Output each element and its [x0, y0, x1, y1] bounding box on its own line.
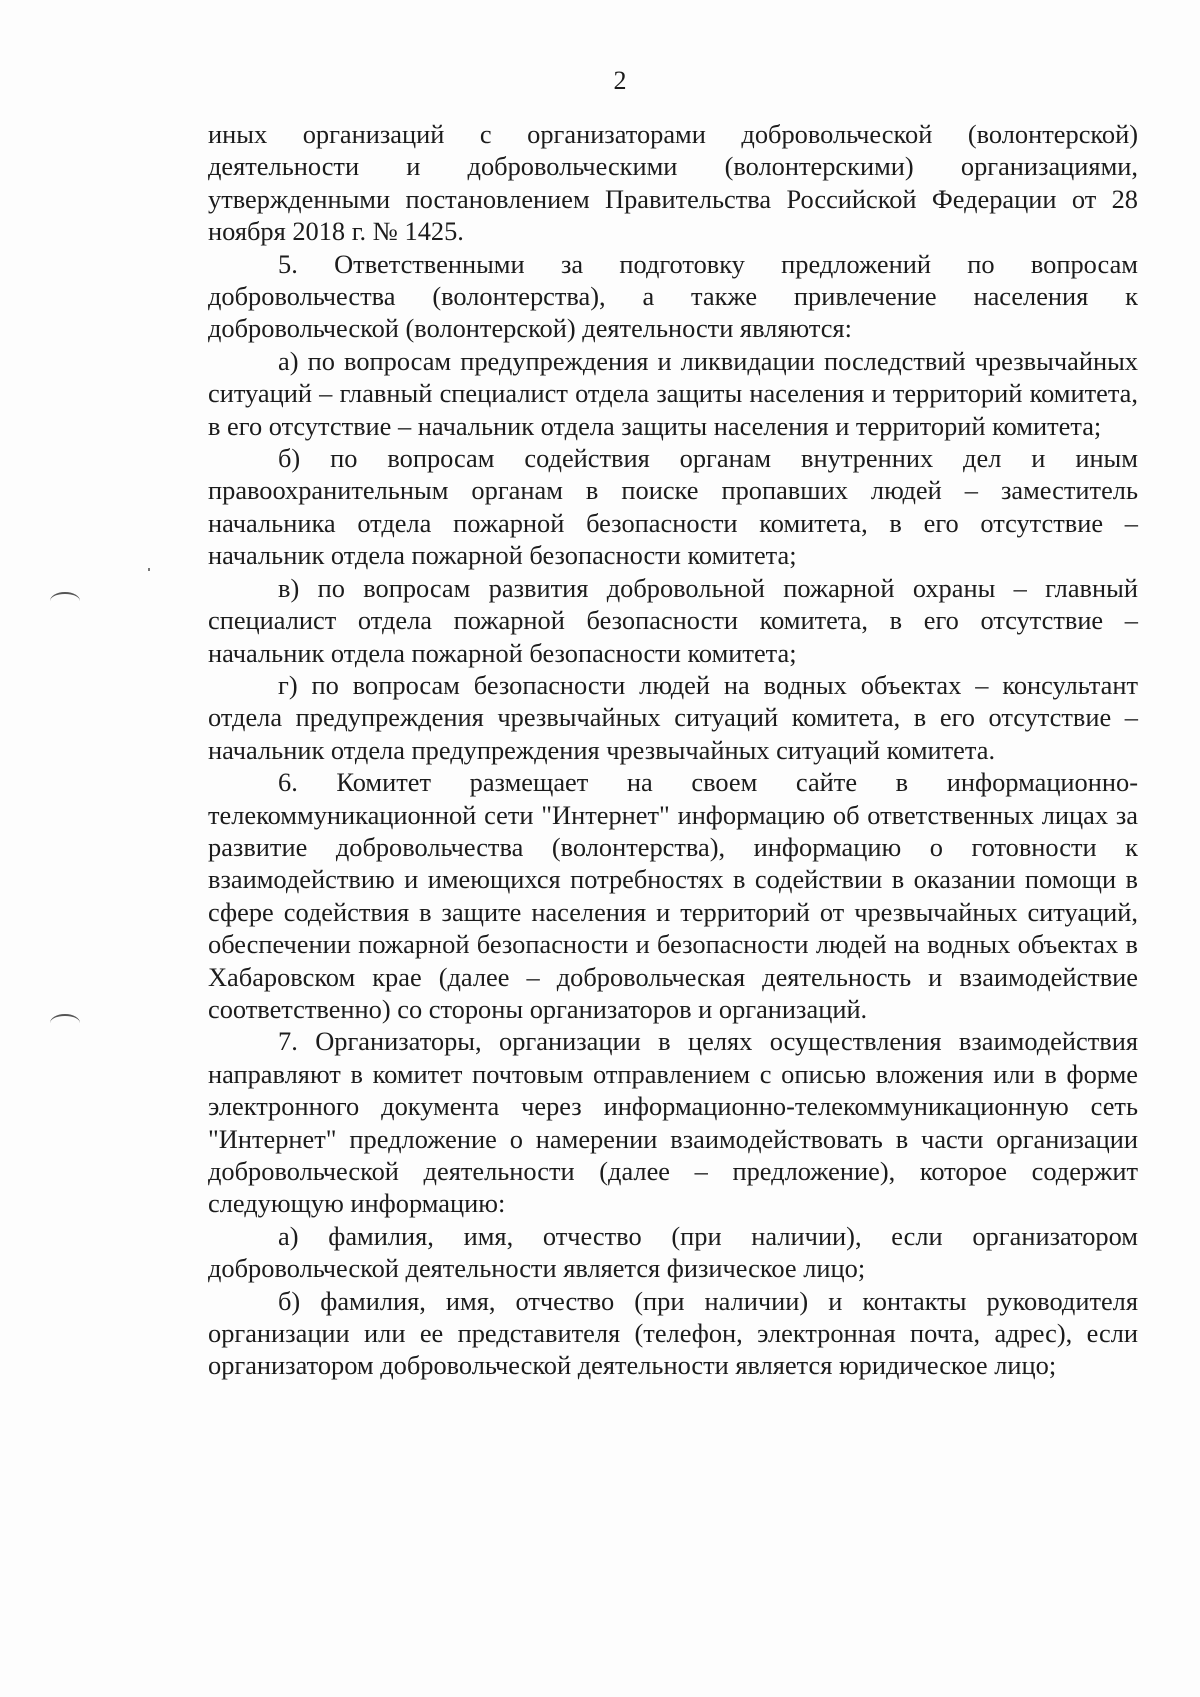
paragraph-item-7: 7. Организаторы, организации в целях осуществления взаимодействия направляют в комитет почтовым отправлением с описью вложения или в форме электронного документа через информационно-телекоммуникационную сеть "Интернет" предложение о намерении взаимодействовать в части организации добровольческой деятельности (далее – предложение), которое содержит следующую информацию: [208, 1026, 1138, 1219]
page-number: 2 [613, 66, 627, 95]
paragraph-item-5b: б) по вопросам содействия органам внутренних дел и иным правоохранительным органам в поиске пропавших людей – заместитель начальника отдела пожарной безопасности комитета, в его отсутствие – начальник отдела пожарной безопасности комитета; [208, 443, 1138, 571]
document-body [208, 118, 1138, 1382]
punch-hole-mark-lower [50, 1014, 80, 1032]
paragraph-item-6: 6. Комитет размещает на своем сайте в информационно-телекоммуникационной сети "Интернет" информацию об ответственных лицах за развитие добровольчества (волонтерства), информацию о готовности к взаимодействию и имеющихся потребностях в содействии в оказании помощи в сфере содействия в защите населения и территорий от чрезвычайных ситуаций, обеспечении пожарной безопасности и безопасности людей на водных объектах в Хабаровском крае (далее – добровольческая деятельность и взаимодействие соответственно) со стороны организаторов и организаций. [208, 767, 1138, 1024]
paragraph-continuation: иных организаций с организаторами добровольческой (волонтерской) деятельности и добровольческими (волонтерскими) организациями, утвержденными постановлением Правительства Российской Федерации от 28 ноября 2018 г. № 1425. [208, 119, 1138, 247]
paragraph-item-5g: г) по вопросам безопасности людей на водных объектах – консультант отдела предупреждения чрезвычайных ситуаций комитета, в его отсутствие – начальник отдела предупреждения чрезвычайных ситуаций комитета. [208, 669, 1138, 765]
paragraph-item-7a: а) фамилия, имя, отчество (при наличии), если организатором добровольческой деятельности является физическое лицо; [208, 1220, 1138, 1284]
punch-hole-mark-upper [50, 592, 80, 610]
paragraph-item-5a: а) по вопросам предупреждения и ликвидации последствий чрезвычайных ситуаций – главный специалист отдела защиты населения и территорий комитета, в его отсутствие – начальник отдела защиты населения и территорий комитета; [208, 345, 1138, 441]
paragraph-item-7b: б) фамилия, имя, отчество (при наличии) и контакты руководителя организации или ее представителя (телефон, электронная почта, адрес), если организатором добровольческой деятельности является юридическое лицо; [208, 1285, 1138, 1381]
scan-speck [148, 568, 150, 571]
paragraph-item-5: 5. Ответственными за подготовку предложений по вопросам добровольчества (волонтерства), а также привлечение населения к добровольческой (волонтерской) деятельности являются: [208, 248, 1138, 344]
paragraph-item-5v: в) по вопросам развития добровольной пожарной охраны – главный специалист отдела пожарной безопасности комитета, в его отсутствие – начальник отдела пожарной безопасности комитета; [208, 572, 1138, 668]
